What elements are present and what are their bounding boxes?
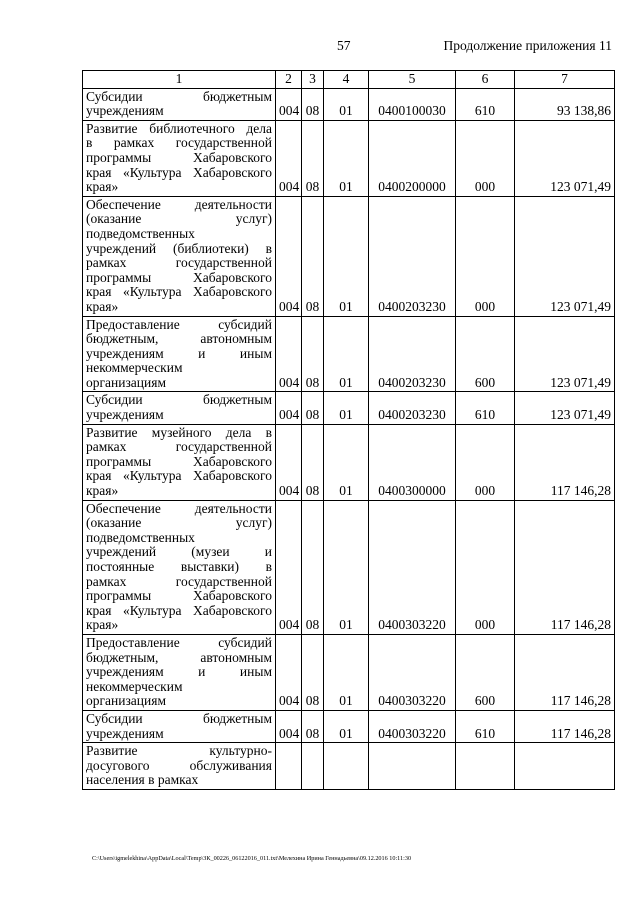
expense-type-cell xyxy=(456,743,515,790)
row-name-line: в рамках государственной xyxy=(86,135,272,151)
row-name-line: (оказание услуг) xyxy=(86,211,272,227)
row-name-line: учреждениям и иным xyxy=(86,664,272,680)
amount-cell: 123 071,49 xyxy=(515,120,615,196)
subsection-cell: 01 xyxy=(324,634,369,710)
row-name-line: организациям xyxy=(86,693,167,709)
target-article-cell: 0400203230 xyxy=(369,316,456,392)
admin-code-cell: 004 xyxy=(276,710,302,742)
target-article-cell: 0400100030 xyxy=(369,88,456,120)
row-name-line: программы Хабаровского xyxy=(86,588,272,604)
row-name-line: Субсидии бюджетным xyxy=(86,392,272,408)
row-name-line: рамках государственной xyxy=(86,255,272,271)
subsection-cell: 01 xyxy=(324,120,369,196)
admin-code-cell: 004 xyxy=(276,196,302,316)
row-name-cell xyxy=(83,196,276,316)
row-name-line: организациям xyxy=(86,374,167,390)
row-name-cell xyxy=(83,120,276,196)
subsection-cell: 01 xyxy=(324,88,369,120)
admin-code-cell: 004 xyxy=(276,634,302,710)
amount-cell: 117 146,28 xyxy=(515,710,615,742)
row-name-line: программы Хабаровского xyxy=(86,269,272,285)
row-name-line: подведомственных xyxy=(86,225,195,241)
row-name-line: Предоставление субсидий xyxy=(86,634,272,650)
section-cell xyxy=(302,743,324,790)
target-article-cell: 0400303220 xyxy=(369,500,456,634)
expense-type-cell: 000 xyxy=(456,120,515,196)
row-name-line: Субсидии бюджетным xyxy=(86,88,272,104)
column-header: 6 xyxy=(456,71,515,89)
amount-cell xyxy=(515,743,615,790)
page-caption: Продолжение приложения 11 xyxy=(443,38,612,53)
row-name-line: постоянные выставки) в xyxy=(86,559,272,574)
target-article-cell: 0400303220 xyxy=(369,710,456,742)
row-name-line: досугового обслуживания xyxy=(86,757,272,773)
target-article-cell xyxy=(369,743,456,790)
admin-code-cell: 004 xyxy=(276,120,302,196)
column-header: 2 xyxy=(276,71,302,89)
page-number: 57 xyxy=(337,38,351,53)
expense-type-cell: 600 xyxy=(456,634,515,710)
row-name-cell xyxy=(83,88,276,120)
footer-file-path: C:\Users\igmelekhina\AppData\Local\Temp\ЗК_00226_06122016_011.txt\Мелехина Ирина Геннадьевна\09.12.2016 10:11:30 xyxy=(92,855,412,862)
column-header: 3 xyxy=(302,71,324,89)
row-name-line: Обеспечение деятельности xyxy=(86,500,272,516)
target-article-cell: 0400300000 xyxy=(369,424,456,500)
row-name-line: населения в рамках xyxy=(86,772,199,788)
row-name-line: учреждениям xyxy=(86,725,164,741)
row-name-line: (оказание услуг) xyxy=(86,515,272,531)
admin-code-cell: 004 xyxy=(276,424,302,500)
table-row xyxy=(83,634,615,710)
amount-cell: 123 071,49 xyxy=(515,196,615,316)
row-name-line: подведомственных xyxy=(86,529,195,545)
row-name-line: края «Культура Хабаровского xyxy=(86,602,272,618)
row-name-line: Обеспечение деятельности xyxy=(86,196,272,212)
section-cell: 08 xyxy=(302,392,324,424)
table-row xyxy=(83,392,615,424)
amount-cell: 117 146,28 xyxy=(515,424,615,500)
row-name-line: бюджетным, автономным xyxy=(86,331,272,347)
amount-cell: 117 146,28 xyxy=(515,634,615,710)
row-name-line: края» xyxy=(86,179,119,195)
target-article-cell: 0400203230 xyxy=(369,392,456,424)
table-row xyxy=(83,88,615,120)
row-name-line: края «Культура Хабаровского xyxy=(86,468,272,484)
row-name-line: Предоставление субсидий xyxy=(86,316,272,332)
row-name-line: рамках государственной xyxy=(86,573,272,589)
expense-type-cell: 600 xyxy=(456,316,515,392)
table-body xyxy=(83,88,615,789)
table-row xyxy=(83,424,615,500)
table-row xyxy=(83,500,615,634)
table-row xyxy=(83,196,615,316)
amount-cell: 123 071,49 xyxy=(515,392,615,424)
table-row xyxy=(83,120,615,196)
expense-type-cell: 000 xyxy=(456,196,515,316)
table-row xyxy=(83,743,615,790)
subsection-cell: 01 xyxy=(324,500,369,634)
expense-type-cell: 000 xyxy=(456,500,515,634)
expense-type-cell: 610 xyxy=(456,710,515,742)
admin-code-cell xyxy=(276,743,302,790)
subsection-cell: 01 xyxy=(324,316,369,392)
budget-table xyxy=(82,70,615,790)
row-name-line: Субсидии бюджетным xyxy=(86,710,272,726)
admin-code-cell: 004 xyxy=(276,88,302,120)
column-header: 1 xyxy=(83,71,276,89)
column-header: 7 xyxy=(515,71,615,89)
row-name-cell xyxy=(83,500,276,634)
section-cell: 08 xyxy=(302,710,324,742)
section-cell: 08 xyxy=(302,500,324,634)
row-name-cell xyxy=(83,424,276,500)
row-name-line: бюджетным, автономным xyxy=(86,649,272,665)
column-header: 4 xyxy=(324,71,369,89)
section-cell: 08 xyxy=(302,88,324,120)
section-cell: 08 xyxy=(302,120,324,196)
row-name-line: программы Хабаровского xyxy=(86,453,272,469)
admin-code-cell: 004 xyxy=(276,392,302,424)
row-name-line: края» xyxy=(86,483,119,499)
section-cell: 08 xyxy=(302,634,324,710)
expense-type-cell: 610 xyxy=(456,392,515,424)
admin-code-cell: 004 xyxy=(276,316,302,392)
amount-cell: 93 138,86 xyxy=(515,88,615,120)
column-header: 5 xyxy=(369,71,456,89)
row-name-line: Развитие библиотечного дела xyxy=(86,120,272,136)
table-row xyxy=(83,710,615,742)
target-article-cell: 0400203230 xyxy=(369,196,456,316)
row-name-cell xyxy=(83,634,276,710)
row-name-line: учреждений (библиотеки) в xyxy=(86,240,272,256)
row-name-line: некоммерческим xyxy=(86,678,183,694)
row-name-line: Развитие культурно- xyxy=(86,743,272,759)
row-name-line: некоммерческим xyxy=(86,360,183,376)
admin-code-cell: 004 xyxy=(276,500,302,634)
subsection-cell xyxy=(324,743,369,790)
row-name-cell xyxy=(83,710,276,742)
subsection-cell: 01 xyxy=(324,710,369,742)
section-cell: 08 xyxy=(302,424,324,500)
section-cell: 08 xyxy=(302,316,324,392)
row-name-line: учреждениям xyxy=(86,103,164,119)
subsection-cell: 01 xyxy=(324,196,369,316)
section-cell: 08 xyxy=(302,196,324,316)
expense-type-cell: 610 xyxy=(456,88,515,120)
amount-cell: 123 071,49 xyxy=(515,316,615,392)
row-name-line: программы Хабаровского xyxy=(86,149,272,165)
row-name-line: учреждениям xyxy=(86,407,164,423)
row-name-cell xyxy=(83,316,276,392)
row-name-line: края «Культура Хабаровского xyxy=(86,284,272,300)
row-name-line: края «Культура Хабаровского xyxy=(86,164,272,180)
row-name-line: края» xyxy=(86,617,119,633)
target-article-cell: 0400303220 xyxy=(369,634,456,710)
row-name-cell xyxy=(83,392,276,424)
row-name-cell xyxy=(83,743,276,790)
row-name-line: учреждениям и иным xyxy=(86,345,272,361)
row-name-line: учреждений (музеи и xyxy=(86,544,272,560)
row-name-line: Развитие музейного дела в xyxy=(86,424,272,440)
table-row xyxy=(83,316,615,392)
expense-type-cell: 000 xyxy=(456,424,515,500)
table-header-row xyxy=(83,71,615,89)
subsection-cell: 01 xyxy=(324,424,369,500)
row-name-line: рамках государственной xyxy=(86,439,272,455)
subsection-cell: 01 xyxy=(324,392,369,424)
amount-cell: 117 146,28 xyxy=(515,500,615,634)
row-name-line: края» xyxy=(86,298,119,314)
target-article-cell: 0400200000 xyxy=(369,120,456,196)
